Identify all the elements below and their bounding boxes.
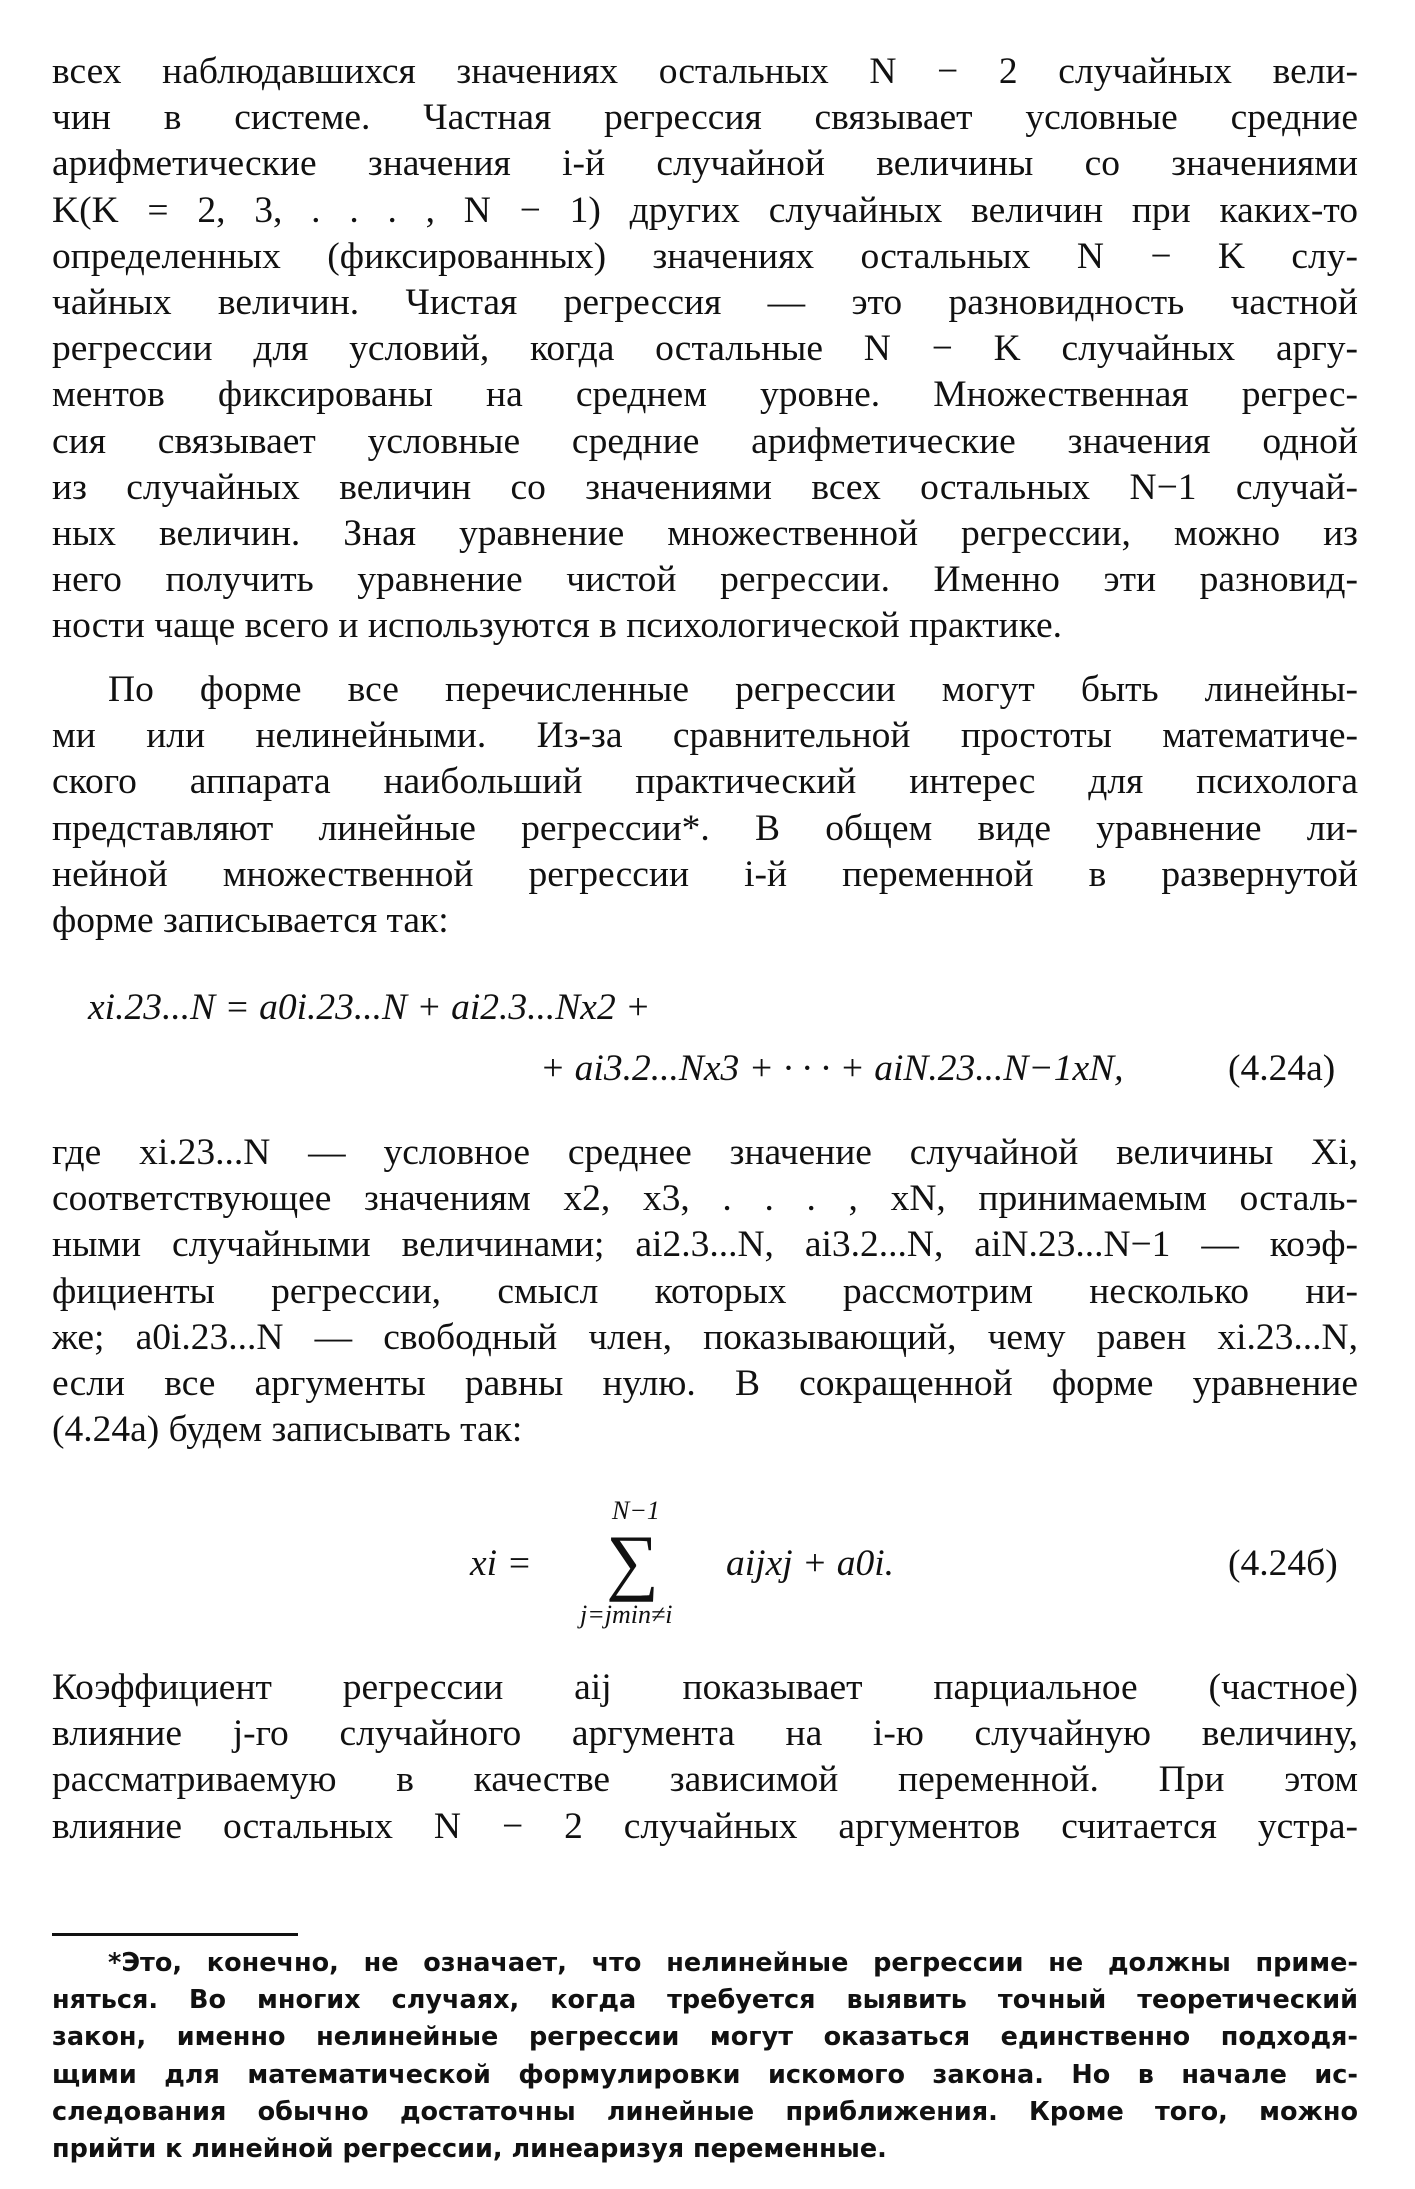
sum-sign: ∑ bbox=[606, 1521, 659, 1603]
text-line: регрессии для условий, когда остальные N − K случайных аргу- bbox=[52, 328, 1358, 370]
text-line: арифметические значения i-й случайной величины со значениями bbox=[52, 143, 1358, 185]
sum-upper-limit: N−1 bbox=[612, 1496, 660, 1525]
text-line: По форме все перечисленные регрессии могут быть линейны- bbox=[108, 669, 1358, 710]
footnote bbox=[52, 1945, 1358, 2168]
text-line: определенных (фиксированных) значениях остальных N − K слу- bbox=[52, 235, 1358, 277]
sum-lower-limit: j=jmin≠i bbox=[580, 1600, 673, 1629]
equation-number-4-24a: (4.24а) bbox=[1228, 1048, 1336, 1089]
text-line: влияние j-го случайного аргумента на i-ю случайную величину, bbox=[52, 1713, 1358, 1755]
text-line: Коэффициент регрессии aij показывает парциальное (частное) bbox=[52, 1667, 1358, 1708]
footnote-line: прийти к линейной регрессии, линеаризуя переменные. bbox=[52, 2134, 887, 2165]
paragraph-coefficient-meaning bbox=[52, 1665, 1358, 1850]
text-line: K(K = 2, 3, . . . , N − 1) других случайных величин при каких-то bbox=[52, 189, 1358, 231]
text-line: влияние остальных N − 2 случайных аргументов считается устра- bbox=[52, 1805, 1358, 1847]
text-line: ных величин. Зная уравнение множественной регрессии, можно из bbox=[52, 513, 1358, 555]
footnote-line: следования обычно достаточны линейные приближения. Кроме того, можно bbox=[52, 2096, 1358, 2127]
text-line: форме записывается так: bbox=[52, 900, 449, 942]
text-line: если все аргументы равны нулю. В сокращенной форме уравнение bbox=[52, 1363, 1358, 1405]
footnote-line: закон, именно нелинейные регрессии могут оказаться единственно подходя- bbox=[52, 2022, 1358, 2053]
text-line: рассматриваемую в качестве зависимой переменной. При этом bbox=[52, 1759, 1358, 1801]
equation-4-24a-line-2: + ai3.2...Nx3 + · · · + aiN.23...N−1xN, bbox=[540, 1048, 1124, 1089]
text-line: всех наблюдавшихся значениях остальных N − 2 случайных вели- bbox=[52, 51, 1358, 92]
text-line: где xi.23...N — условное среднее значение случайной величины Xi, bbox=[52, 1132, 1358, 1173]
text-line: фициенты регрессии, смысл которых рассмотрим несколько ни- bbox=[52, 1270, 1358, 1312]
equation-number-4-24b: (4.24б) bbox=[1228, 1543, 1338, 1584]
text-line: ского аппарата наибольший практический интерес для психолога bbox=[52, 761, 1358, 803]
text-line: сия связывает условные средние арифметические значения одной bbox=[52, 420, 1358, 462]
text-line: ментов фиксированы на среднем уровне. Множественная регрес- bbox=[52, 374, 1358, 416]
text-line: чайных величин. Чистая регрессия — это разновидность частной bbox=[52, 282, 1358, 324]
footnote-line: *Это, конечно, не означает, что нелинейные регрессии не должны приме- bbox=[108, 1948, 1358, 1978]
footnote-line: щими для математической формулировки искомого закона. Но в начале ис- bbox=[52, 2059, 1358, 2090]
equation-4-24a-line-1: xi.23...N = a0i.23...N + ai2.3...Nx2 + bbox=[88, 987, 651, 1028]
text-line: него получить уравнение чистой регрессии. Именно эти разновид- bbox=[52, 559, 1358, 601]
paragraph-coefficients bbox=[52, 1130, 1358, 1453]
text-line: представляют линейные регрессии*. В общем виде уравнение ли- bbox=[52, 807, 1358, 849]
text-line: из случайных величин со значениями всех остальных N−1 случай- bbox=[52, 466, 1358, 508]
equation-4-24b-rhs: aijxj + a0i. bbox=[726, 1543, 894, 1584]
text-line: нейной множественной регрессии i-й переменной в развернутой bbox=[52, 853, 1358, 895]
text-line: же; a0i.23...N — свободный член, показывающий, чему равен xi.23...N, bbox=[52, 1316, 1358, 1358]
footnote-rule bbox=[52, 1933, 298, 1936]
footnote-line: няться. Во многих случаях, когда требуется выявить точный теоретический bbox=[52, 1985, 1358, 2016]
text-line: (4.24а) будем записывать так: bbox=[52, 1409, 523, 1451]
equation-4-24b-lhs: xi = bbox=[470, 1543, 532, 1584]
text-line: соответствующее значениям x2, x3, . . . , xN, принимаемым осталь- bbox=[52, 1178, 1358, 1220]
paragraph-regression-types bbox=[52, 49, 1358, 650]
text-line: ными случайными величинами; ai2.3...N, ai3.2...N, aiN.23...N−1 — коэф- bbox=[52, 1224, 1358, 1266]
text-line: ми или нелинейными. Из-за сравнительной простоты математиче- bbox=[52, 715, 1358, 757]
text-line: чин в системе. Частная регрессия связывает условные средние bbox=[52, 97, 1358, 139]
paragraph-linear-regression bbox=[52, 667, 1358, 944]
text-line: ности чаще всего и используются в психологической практике. bbox=[52, 605, 1063, 647]
